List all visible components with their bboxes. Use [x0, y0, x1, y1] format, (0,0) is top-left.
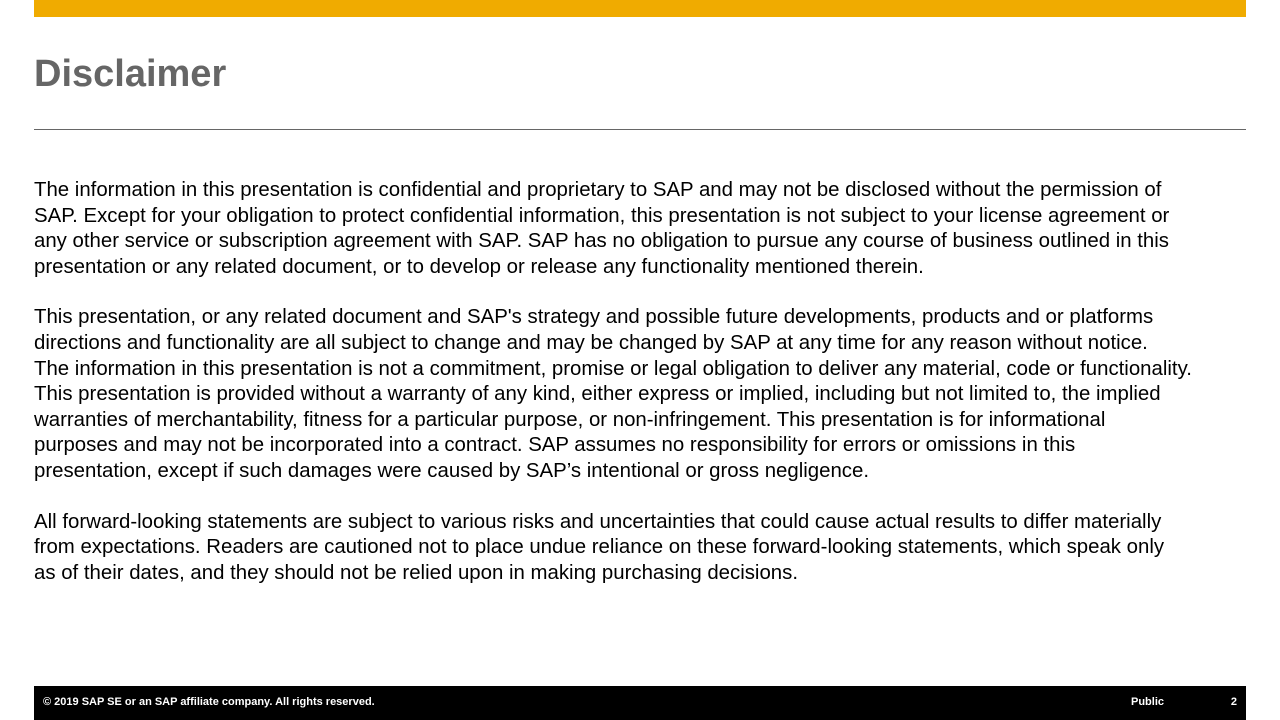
paragraph-line: The information in this presentation is confidential and proprietary to SAP and may not be disclosed without the permission of [34, 179, 1162, 201]
paragraph-forward-looking [34, 510, 1250, 587]
footer-bar [34, 686, 1246, 720]
paragraph-no-warranty [34, 305, 1250, 484]
paragraph-line: purposes and may not be incorporated into a contract. SAP assumes no responsibility for errors or omissions in this [34, 434, 1076, 457]
paragraph-line: from expectations. Readers are cautioned not to place undue reliance on these forward-looking statements, which speak only [34, 536, 1165, 559]
page-number: 2 [1230, 696, 1237, 708]
accent-bar [34, 0, 1246, 17]
title-divider [34, 129, 1246, 130]
paragraph-line: The information in this presentation is not a commitment, promise or legal obligation to deliver any material, code or functionality. [34, 357, 1192, 380]
paragraph-confidentiality [34, 178, 1250, 280]
disclaimer-body [34, 178, 1250, 611]
paragraph-line: any other service or subscription agreement with SAP. SAP has no obligation to pursue any course of business outlined in this [34, 230, 1169, 253]
paragraph-line: This presentation is provided without a warranty of any kind, either express or implied, including but not limited to, the implied [34, 383, 1161, 406]
paragraph-line: SAP. Except for your obligation to protect confidential information, this presentation is not subject to your license agreement or [34, 204, 1170, 227]
footer-copyright: © 2019 SAP SE or an SAP affiliate company. All rights reserved. [43, 696, 375, 708]
paragraph-line: directions and functionality are all subject to change and may be changed by SAP at any time for any reason without notice. [34, 331, 1148, 354]
paragraph-line: presentation or any related document, or to develop or release any functionality mentioned therein. [34, 255, 924, 278]
paragraph-line: presentation, except if such damages were caused by SAP’s intentional or gross negligence. [34, 459, 870, 482]
page-title: Disclaimer [34, 53, 227, 95]
paragraph-line: All forward-looking statements are subject to various risks and uncertainties that could cause actual results to differ materially [34, 510, 1162, 533]
paragraph-line: as of their dates, and they should not be relied upon in making purchasing decisions. [34, 561, 799, 584]
paragraph-line: This presentation, or any related document and SAP's strategy and possible future developments, products and or platforms [34, 306, 1154, 329]
paragraph-line: warranties of merchantability, fitness for a particular purpose, or non-infringement. This presentation is for informational [34, 408, 1106, 431]
footer-classification: Public [1131, 696, 1165, 708]
